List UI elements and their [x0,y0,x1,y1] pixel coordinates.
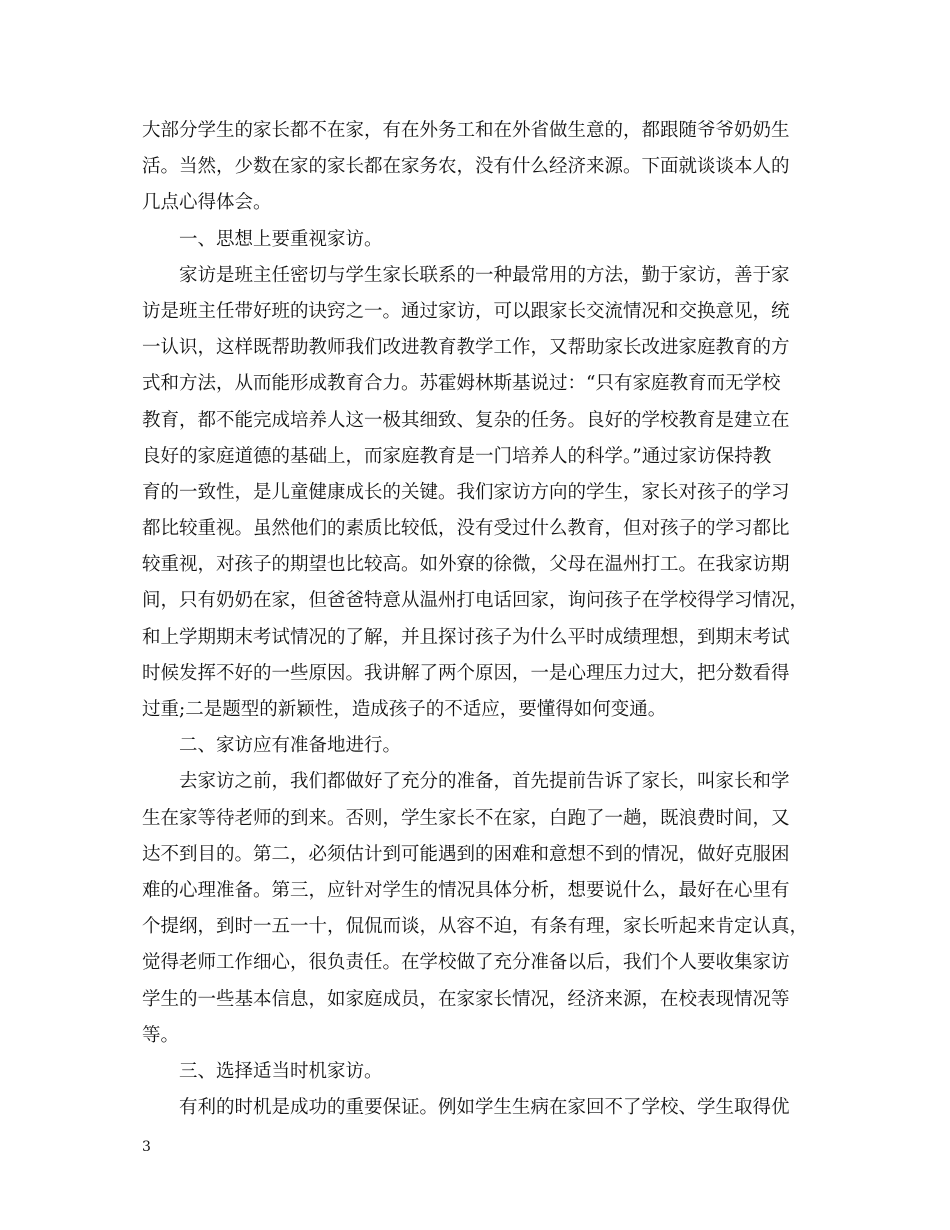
text-line: 觉得老师工作细心，很负责任。在学校做了充分准备以后，我们个人要收集家访 [142,952,790,974]
text-line: 和上学期期末考试情况的了解，并且探讨孩子为什么平时成绩理想，到期末考试 [142,626,790,648]
text-line: 育的一致性，是儿童健康成长的关键。我们家访方向的学生，家长对孩子的学习 [142,481,790,503]
text-line: 个提纲，到时一五一十，侃侃而谈，从容不迫，有条有理，家长听起来肯定认真， [142,916,809,938]
document-body [142,113,822,1126]
page-number: 3 [142,1139,151,1155]
text-line: 过重;二是题型的新颖性，造成孩子的不适应，要懂得如何变通。 [142,699,667,720]
paragraph-start-line: 一、思想上要重视家访。 [179,228,383,250]
text-line: 式和方法，从而能形成教育合力。苏霍姆林斯基说过：“只有家庭教育而无学校 [142,373,781,395]
paragraph-start-line: 有利的时机是成功的重要保证。例如学生生病在家回不了学校、学生取得优 [179,1097,790,1119]
text-line: 大部分学生的家长都不在家，有在外务工和在外省做生意的，都跟随爷爷奶奶生 [142,120,790,141]
text-line: 一认识，这样既帮助教师我们改进教育教学工作，又帮助家长改进家庭教育的方 [142,337,790,359]
text-line: 访是班主任带好班的诀窍之一。通过家访，可以跟家长交流情况和交换意见，统 [142,300,790,322]
text-line: 时候发挥不好的一些原因。我讲解了两个原因，一是心理压力过大，把分数看得 [142,662,790,684]
text-line: 难的心理准备。第三，应针对学生的情况具体分析，想要说什么，最好在心里有 [142,879,790,901]
text-line: 较重视，对孩子的期望也比较高。如外寮的徐微，父母在温州打工。在我家访期 [142,554,790,576]
text-line: 良好的家庭道德的基础上，而家庭教育是一门培养人的科学。”通过家访保持教 [142,445,772,467]
text-line: 间，只有奶奶在家，但爸爸特意从温州打电话回家，询问孩子在学校得学习情况， [142,590,809,612]
paragraph-start-line: 三、选择适当时机家访。 [179,1060,383,1082]
text-line: 活。当然，少数在家的家长都在家务农，没有什么经济来源。下面就谈谈本人的 [142,156,790,178]
text-line: 学生的一些基本信息，如家庭成员，在家家长情况，经济来源，在校表现情况等 [142,988,790,1010]
text-line: 达不到目的。第二，必须估计到可能遇到的困难和意想不到的情况，做好克服困 [142,843,790,865]
text-line: 生在家等待老师的到来。否则，学生家长不在家，白跑了一趟，既浪费时间，又 [142,807,790,829]
text-line: 等。 [142,1024,180,1046]
text-line: 几点心得体会。 [142,192,272,214]
paragraph-start-line: 家访是班主任密切与学生家长联系的一种最常用的方法，勤于家访，善于家 [179,264,790,286]
paragraph-start-line: 二、家访应有准备地进行。 [179,735,402,757]
paragraph-start-line: 去家访之前，我们都做好了充分的准备，首先提前告诉了家长，叫家长和学 [179,771,790,793]
text-line: 都比较重视。虽然他们的素质比较低，没有受过什么教育，但对孩子的学习都比 [142,518,790,540]
text-line: 教育，都不能完成培养人这一极其细致、复杂的任务。良好的学校教育是建立在 [142,409,790,431]
